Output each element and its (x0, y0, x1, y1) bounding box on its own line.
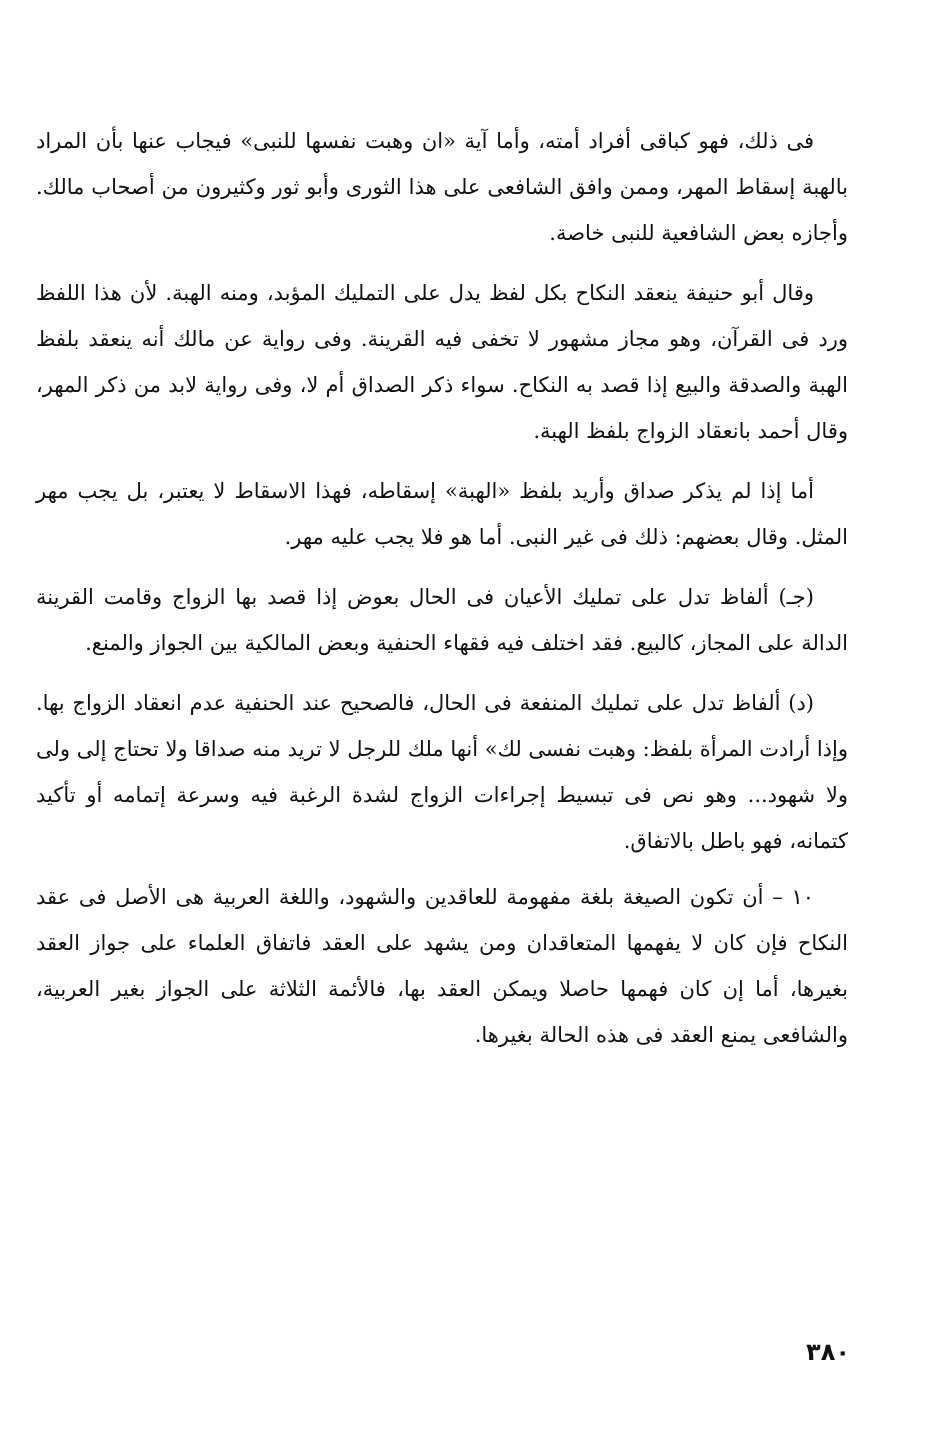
page-body (36, 118, 848, 1072)
paragraph-4: (جـ) ألفاظ تدل على تمليك الأعيان فى الحال بعوض إذا قصد بها الزواج وقامت القرينة الدالة على المجاز، كالبيع. فقد اختلف فيه فقهاء الحنفية وبعض المالكية بين الجواز والمنع. (36, 585, 848, 655)
page-number: ٣٨٠ (806, 1338, 850, 1366)
paragraph-1: فى ذلك، فهو كباقى أفراد أمته، وأما آية «ان وهبت نفسها للنبى» فيجاب عنها بأن المراد بالهبة إسقاط المهر، وممن وافق الشافعى على هذا الثورى وأبو ثور وكثيرون من أصحاب مالك. وأجازه بعض الشافعية للنبى خاصة. (36, 129, 848, 245)
paragraph-2: وقال أبو حنيفة ينعقد النكاح بكل لفظ يدل على التمليك المؤبد، ومنه الهبة. لأن هذا اللفظ ورد فى القرآن، وهو مجاز مشهور لا تخفى فيه القرينة. وفى رواية عن مالك أنه ينعقد بلفظ الهبة والصدقة والبيع إذا قصد به النكاح. سواء ذكر الصداق أم لا، وفى رواية لابد من ذكر المهر، وقال أحمد بانعقاد الزواج بلفظ الهبة. (36, 281, 848, 443)
paragraph-5: (د) ألفاظ تدل على تمليك المنفعة فى الحال، فالصحيح عند الحنفية عدم انعقاد الزواج بها. وإذا أرادت المرأة بلفظ: وهبت نفسى لك» أنها ملك للرجل لا تريد منه صداقا ولا تحتاج إلى ولى ولا شهود... وهو نص فى تبسيط إجراءات الزواج لشدة الرغبة فيه وسرعة إتمامه أو تأكيد كتمانه، فهو باطل بالاتفاق. (36, 691, 848, 853)
paragraph-6: ١٠ – أن تكون الصيغة بلغة مفهومة للعاقدين والشهود، واللغة العربية هى الأصل فى عقد النكاح فإن كان لا يفهمها المتعاقدان ومن يشهد على العقد فاتفاق العلماء على جواز العقد بغيرها، أما إن كان فهمها حاصلا ويمكن العقد بها، فالأئمة الثلاثة على الجواز بغير العربية، والشافعى يمنع العقد فى هذه الحالة بغيرها. (36, 885, 848, 1047)
paragraph-3: أما إذا لم يذكر صداق وأريد بلفظ «الهبة» إسقاطه، فهذا الاسقاط لا يعتبر، بل يجب مهر المثل. وقال بعضهم: ذلك فى غير النبى. أما هو فلا يجب عليه مهر. (36, 479, 848, 549)
